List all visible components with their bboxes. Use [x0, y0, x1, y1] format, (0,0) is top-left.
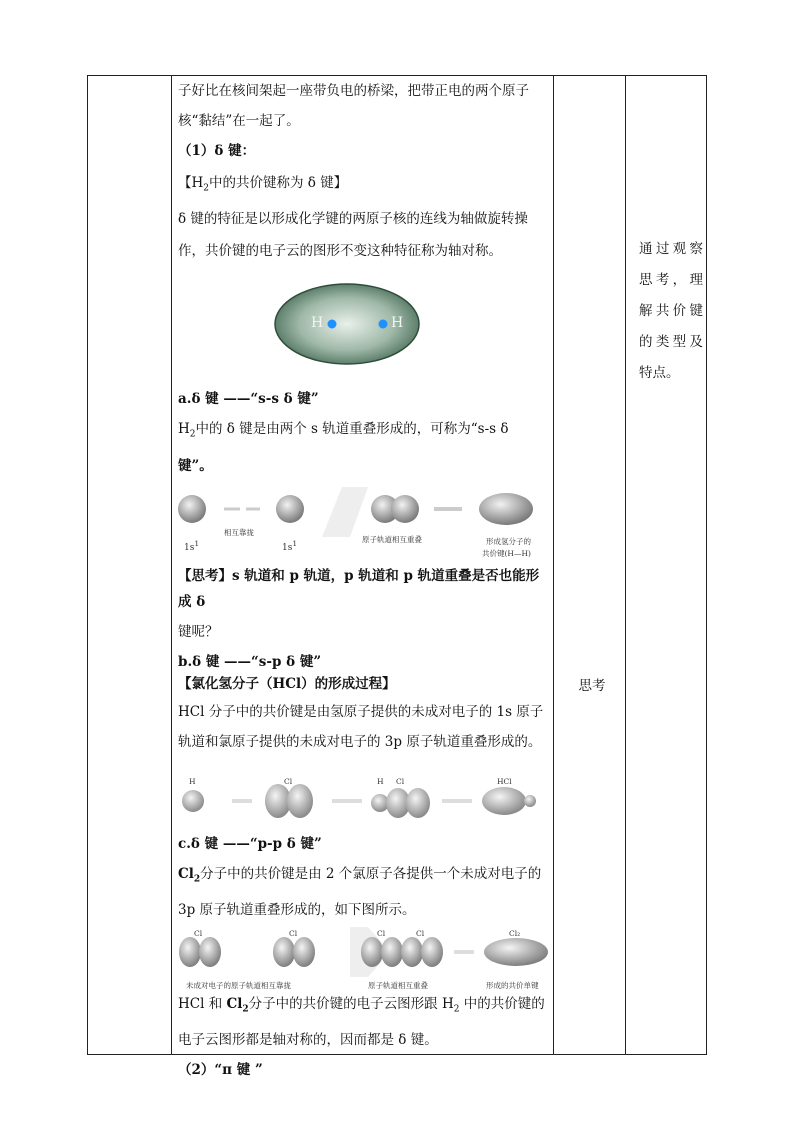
sp-label-cl: Cl — [284, 777, 293, 787]
cap-sup: 1 — [292, 539, 298, 549]
sp-sigma-heading: b.δ 键 ——“s-p δ 键” — [178, 654, 322, 671]
sp-label-cl2: Cl — [396, 777, 405, 787]
pp-overlap-figure — [172, 927, 553, 989]
sp-label-h2: H — [377, 777, 384, 787]
sp-figure-svg — [172, 761, 553, 829]
pp-label-cl-d: Cl — [416, 929, 425, 939]
sp-overlap-figure — [172, 761, 553, 829]
text-span: 分子中的共价键是由 2 个氯原子各提供一个未成对电子的 — [200, 866, 542, 883]
text-line: 键呢？ — [178, 624, 219, 641]
text-span: 分子中的共价键的电子云图形跟 H — [248, 996, 454, 1013]
h2-a: H — [178, 420, 190, 437]
cl2-sub: 2 — [193, 875, 201, 886]
text-line: 作，共价键的电子云的图形不变这种特征称为轴对称。 — [178, 242, 502, 259]
text-line — [172, 861, 553, 893]
text-line: δ 键的特征是以形成化学键的两原子核的连线为轴做旋转操 — [178, 210, 528, 227]
pp-cap-approach: 未成对电子的原子轨道相互靠拢 — [186, 981, 291, 991]
text-line — [172, 416, 553, 448]
h2-cloud-svg — [172, 272, 553, 382]
ss-cap-form-2: 共价键(H—H) — [482, 549, 531, 559]
text-line: 核“黏结”在一起了。 — [178, 113, 300, 129]
text-line: 3p 原子轨道重叠形成的，如下图所示。 — [178, 902, 416, 919]
think-q1: 【思考】s 轨道和 p 轨道，p 轨道和 p 轨道重叠是否也能形成 δ — [178, 568, 540, 611]
cl2-a: Cl — [178, 866, 194, 883]
cl2-sub: 2 — [242, 1004, 249, 1015]
hcl-heading: 【氯化氢分子（HCl）的形成过程】 — [178, 676, 396, 693]
cap-text: 1s — [282, 543, 293, 554]
pi-heading: （2）“π 键 ” — [178, 1061, 263, 1078]
ss-cap-approach: 相互靠拢 — [224, 528, 254, 538]
content-column — [172, 76, 553, 1083]
ss-sigma-heading: a.δ 键 ——“s-s δ 键” — [178, 390, 319, 407]
text-span: HCl 和 — [178, 996, 227, 1013]
sp-label-hcl: HCl — [497, 777, 512, 787]
text-line: 键”。 — [178, 458, 213, 475]
ss-cap-form-1: 形成氢分子的 — [486, 537, 531, 547]
h2-sub: 2 — [453, 1004, 460, 1015]
lesson-table — [87, 75, 707, 1078]
pp-label-cl-c: Cl — [377, 929, 386, 939]
design-intent: 通过观察思考，理解共价键的类型及特点。 — [639, 241, 703, 381]
ss-overlap-figure — [172, 487, 553, 561]
h2-bracket-note — [172, 170, 553, 202]
ss-cap-overlap: 原子轨道相互重叠 — [362, 535, 422, 545]
pp-label-cl-b: Cl — [289, 929, 298, 939]
pp-cap-bond: 形成的共价单键 — [486, 981, 539, 991]
pp-label-cl2: Cl₂ — [509, 929, 521, 939]
text-line: 子好比在核间架起一座带负电的桥梁，把带正电的两个原子 — [178, 83, 529, 99]
sigma-heading: （1）δ 键： — [178, 143, 256, 159]
pp-sigma-heading: c.δ 键 ——“p-p δ 键” — [178, 836, 322, 853]
ss-cap-1s-b — [282, 531, 297, 561]
text-span: 中的共价键的 — [459, 996, 545, 1013]
text-span: 中的 δ 键是由两个 s 轨道重叠形成的，可称为“s-s δ — [195, 420, 509, 437]
ss-cap-1s-a — [184, 531, 199, 561]
think-question — [172, 563, 553, 615]
h-label-left: H — [311, 314, 324, 331]
text-line: HCl 分子中的共价键是由氢原子提供的未成对电子的 1s 原子 — [178, 704, 544, 721]
pp-label-cl-a: Cl — [194, 929, 203, 939]
cap-text: 1s — [184, 543, 195, 554]
intent-column — [633, 76, 705, 1054]
h2-electron-cloud-figure — [172, 272, 553, 382]
h2-a: 【H — [178, 175, 204, 191]
sp-label-h: H — [189, 777, 196, 787]
cl2-a: Cl — [226, 996, 243, 1013]
h-label-right: H — [391, 314, 404, 331]
h2-sub: 2 — [189, 429, 196, 440]
pp-cap-overlap: 原子轨道相互重叠 — [368, 981, 428, 991]
h2-sub: 2 — [203, 183, 210, 194]
activity-think: 思考 — [578, 678, 606, 694]
h2-c: 中的共价键称为 δ 键】 — [209, 175, 348, 191]
text-line: 轨道和氯原子提供的未成对电子的 3p 原子轨道重叠形成的。 — [178, 734, 542, 751]
cap-sup: 1 — [194, 539, 200, 549]
text-line: 电子云图形都是轴对称的，因而都是 δ 键。 — [178, 1031, 438, 1048]
activity-column — [553, 76, 631, 1054]
